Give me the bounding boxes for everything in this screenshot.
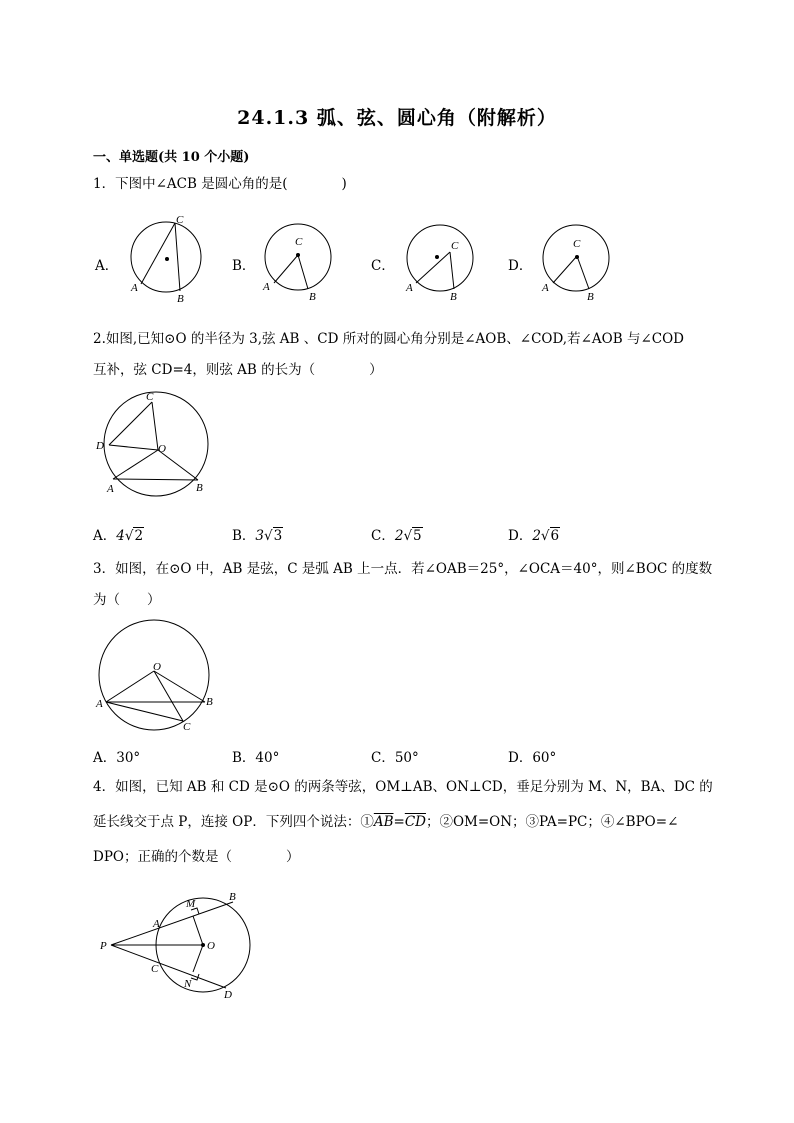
q1-option-c-label[interactable]: C． [371,258,395,274]
q4-stem-line1: 4．如图，已知 AB 和 CD 是⊙O 的两条等弦，OM⊥AB、ON⊥CD，垂足分别为 M、N，BA、DC 的 [93,779,713,795]
q1a-point-b: B [177,293,184,305]
q3-option-d[interactable]: D．60° [508,750,557,766]
q1-option-d-figure[interactable] [537,219,617,305]
q1-option-c-figure[interactable] [400,219,480,305]
q1-option-b-label[interactable]: B． [232,258,256,274]
q1b-point-c: C [295,236,303,248]
document-title: 24.1.3 弧、弦、圆心角（附解析） [237,107,557,129]
q4-point-n: N [184,978,192,990]
q2-figure [90,388,220,498]
q2-stem-line2: 互补，弦 CD=4，则弦 AB 的长为（ ） [93,362,383,378]
q1a-point-c: C [176,214,184,226]
q4-point-p: P [100,940,107,952]
q2-option-a[interactable]: A．4√2 [93,528,144,544]
q2-point-o: O [158,443,166,455]
q1c-point-a: A [406,282,413,294]
q1d-point-b: B [587,291,594,303]
q3-point-c: C [183,721,191,733]
q2-stem-line1: 2.如图,已知⊙O 的半径为 3,弦 AB 、CD 所对的圆心角分别是∠AOB、∠COD,若∠AOB 与∠COD [93,331,684,347]
q2-option-c[interactable]: C．2√5 [371,528,422,544]
q1d-point-c: C [573,238,581,250]
q1d-point-a: A [542,282,549,294]
q2-point-d: D [96,440,104,452]
q3-point-b: B [206,696,213,708]
q3-point-o: O [153,661,161,673]
q2-point-a: A [107,483,114,495]
q2-option-b[interactable]: B．3√3 [232,528,283,544]
q4-point-o: O [207,940,215,952]
q1c-point-b: B [450,291,457,303]
q1-option-a-figure[interactable] [125,213,210,305]
q2-point-b: B [196,482,203,494]
q2-option-d[interactable]: D．2√6 [508,528,560,544]
q1-option-a-label[interactable]: A． [95,258,119,274]
q4-point-c: C [151,963,159,975]
q1a-point-a: A [131,282,138,294]
q3-stem-line1: 3．如图，在⊙O 中，AB 是弦，C 是弧 AB 上一点．若∠OAB＝25°，∠OCA＝40°，则∠BOC 的度数 [93,561,713,577]
q4-point-d: D [224,989,232,1001]
q4-stem-line2: 延长线交于点 P，连接 OP．下列四个说法：$①\overline{AB}=\overline{CD}$；②OM=ON；③PA=PC；④∠BPO=∠ [93,814,679,830]
q4-figure [96,890,256,1002]
q3-option-b[interactable]: B．40° [232,750,280,766]
q1b-point-a: A [263,281,270,293]
q4-point-m: M [186,898,196,910]
q4-point-a: A [153,918,160,930]
arc-cd: $\overline{CD}$ [404,814,426,830]
q2-point-c: C [146,391,154,403]
q1-option-d-label[interactable]: D． [508,258,533,274]
arc-ab: $\overline{AB}$ [373,814,394,830]
q3-figure [93,618,223,736]
q3-point-a: A [96,698,103,710]
q1b-point-b: B [309,291,316,303]
q3-stem-line2: 为（ ） [93,592,161,608]
q1-stem: 1．下图中∠ACB 是圆心角的是( ) [93,176,347,192]
q4-stem-line3: DPO；正确的个数是（ ） [93,849,300,865]
q4-point-b: B [229,891,236,903]
q3-option-c[interactable]: C．50° [371,750,419,766]
q1c-point-c: C [451,240,459,252]
q1-option-b-figure[interactable] [258,218,338,304]
q3-option-a[interactable]: A．30° [93,750,141,766]
section-heading: 一、单选题(共 10 个小题) [93,150,250,165]
